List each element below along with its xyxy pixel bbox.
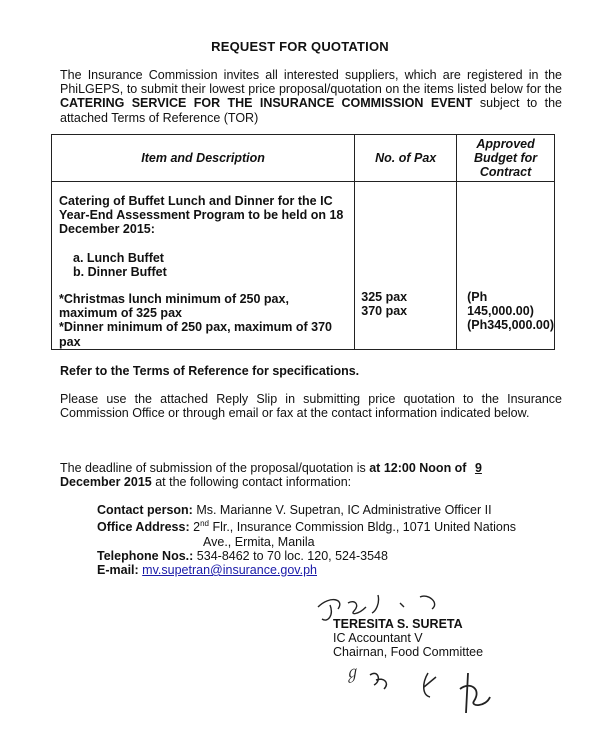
table-header-row [52,135,555,182]
signatory-position: IC Accountant V [333,631,423,646]
initial-mark-4 [460,673,490,713]
deadline-month: December 2015 [60,475,152,490]
lunch-pax: 325 pax [361,290,408,304]
item-description: Catering of Buffet Lunch and Dinner for the IC Year-End Assessment Program to be held on 18 December 2015: [59,194,344,237]
signatory-role: Chairnan, Food Committee [333,645,484,660]
email-link[interactable]: mv.supetran@insurance.gov.ph [142,562,317,577]
initial-mark-2 [370,673,386,689]
lunch-item: a. Lunch Buffet [73,250,164,265]
dinner-note: *Dinner minimum of 250 pax, maximum of 370 pax [59,320,332,349]
pax-cell [355,182,457,350]
intro-paragraph: The Insurance Commission invites all interested suppliers, which are registered in the PhiLGEPS, to submit their lowest price proposal/quotation on the items listed below for the CATERING SERVICE FOR THE INSURANCE COMMISSION EVENT subject to the attached Terms of Reference (TOR) [60,68,562,125]
document-title: REQUEST FOR QUOTATION [211,39,389,54]
contact-block: Contact person: Ms. Marianne V. Supetran, IC Administrative Officer II Office Address: 2nd Flr., Insurance Commission Bldg., 1071 United Nations Ave., Ermita, Manila Telephone Nos.: 534-8462 to 70 loc. 120, 524-3548 E-mail: mv.supetran@insurance.gov.ph [97,503,517,577]
item-description-cell [52,182,355,350]
dinner-budget: (Ph345,000.00) [467,318,554,333]
reply-paragraph: Please use the attached Reply Slip in submitting price quotation to the Insurance Commission Office or through email or fax at the contact information indicated below. [60,392,562,421]
table-row [52,182,555,350]
header-budget: Approved Budget for Contract [457,135,555,182]
dinner-pax: 370 pax [361,304,408,319]
header-item: Item and Description [52,135,355,182]
quotation-table [51,134,555,350]
signatory-name: TERESITA S. SURETA [333,617,463,631]
initial-mark-1: ℊ [341,661,362,684]
dinner-item: b. Dinner Buffet [73,264,167,279]
lunch-budget: (Ph 145,000.00) [467,290,534,319]
budget-cell [457,182,555,350]
deadline-day: 9 [474,461,482,475]
refer-text: Refer to the Terms of Reference for specifications. [60,364,360,378]
lunch-note: *Christmas lunch minimum of 250 pax, maximum of 325 pax [59,292,289,321]
initial-mark-3 [424,673,436,697]
header-pax: No. of Pax [355,135,457,182]
event-name: CATERING SERVICE FOR THE INSURANCE COMMISSION EVENT [60,96,473,111]
deadline-paragraph: The deadline of submission of the proposal/quotation is at 12:00 Noon of 9 December 2015 at the following contact information: [60,461,562,489]
signatory-block [333,617,483,660]
